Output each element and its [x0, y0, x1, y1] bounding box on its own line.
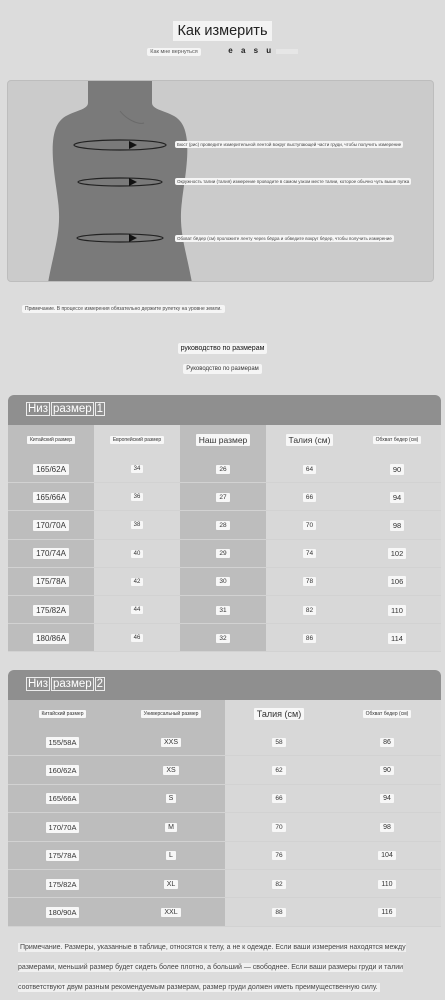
cell-value: 175/82A — [33, 605, 69, 616]
table-cell — [8, 870, 117, 898]
column-header-label: Европейский размер — [110, 436, 164, 444]
table-cell — [180, 568, 266, 596]
cell-value: 98 — [380, 823, 394, 832]
table-cell — [266, 540, 353, 568]
table-row — [8, 842, 441, 870]
table-cell — [225, 842, 333, 870]
column-header-label: Наш размер — [196, 434, 251, 446]
table-row — [8, 568, 441, 596]
cell-value: 86 — [380, 738, 394, 747]
table-cell — [353, 511, 441, 539]
cell-value: 106 — [388, 576, 407, 587]
table-2-header — [8, 670, 441, 700]
table-cell — [333, 728, 441, 756]
cell-value: 70 — [272, 823, 285, 832]
table-cell — [8, 813, 117, 841]
column-header-label: Обхват бедер (см) — [373, 436, 422, 444]
table-cell — [8, 624, 94, 652]
table-cell — [180, 511, 266, 539]
waist-callout: Окружность талии (талия) измерение проводите в самом узком месте талии, которое обычно чуть выше пупка — [177, 179, 410, 184]
table-cell — [353, 568, 441, 596]
back-link[interactable]: Как мне вернуться — [147, 48, 200, 56]
cell-value: 40 — [131, 550, 144, 558]
cell-value: 90 — [390, 464, 404, 475]
column-header — [8, 425, 94, 455]
table-cell — [333, 785, 441, 813]
cell-value: XL — [164, 880, 179, 889]
table-cell — [225, 813, 333, 841]
table-header-row — [8, 425, 441, 455]
cell-value: 38 — [131, 521, 144, 529]
table-row — [8, 870, 441, 898]
table-row — [8, 728, 441, 756]
table-row — [8, 898, 441, 926]
cell-value: 32 — [216, 634, 229, 643]
cell-value: 180/90A — [46, 907, 80, 918]
cell-value: 82 — [272, 880, 285, 889]
table-title-part: Низ — [28, 678, 49, 690]
table-row — [8, 511, 441, 539]
table-cell — [117, 756, 225, 784]
table-title-part: 1 — [96, 403, 104, 415]
table-cell — [266, 596, 353, 624]
table-title-part: размер — [53, 403, 92, 415]
cell-value: 155/58A — [46, 737, 80, 748]
table-cell — [266, 511, 353, 539]
cell-value: 102 — [388, 548, 407, 559]
table-cell — [8, 568, 94, 596]
cell-value: 28 — [216, 521, 229, 530]
cell-value: XXS — [161, 738, 181, 747]
sizing-note — [18, 938, 438, 998]
cell-value: 62 — [272, 766, 285, 775]
header-subline — [0, 46, 445, 56]
table-cell — [94, 540, 180, 568]
column-header-label: Китайский размер — [27, 436, 75, 444]
table-row — [8, 596, 441, 624]
sizing-note-text: Примечание. Размеры, указанные в таблице, относятся к телу, а не к одежде. Если ваши измерения находятся между размерами, меньший размер будет сидеть более плотно, а больший — свободнее. Если ваши размеры груди и талии соответствуют двум разным рекомендуемым размерам, размер груди должен иметь преимущественную силу. — [18, 944, 406, 991]
brand-logo: e a s u — [228, 46, 275, 55]
cell-value: 165/62A — [33, 464, 69, 475]
table-title-part: Низ — [28, 403, 49, 415]
column-header — [333, 700, 441, 728]
column-header — [225, 700, 333, 728]
cell-value: 66 — [303, 493, 316, 502]
table-cell — [333, 813, 441, 841]
column-header-label: Универсальный размер — [141, 710, 202, 718]
table-2-body — [8, 700, 441, 927]
cell-value: 110 — [388, 605, 406, 616]
page-title — [0, 22, 445, 40]
cell-value: 29 — [216, 549, 229, 558]
table-cell — [94, 483, 180, 511]
table-cell — [353, 540, 441, 568]
table-cell — [333, 756, 441, 784]
cell-value: S — [166, 794, 177, 803]
table-cell — [333, 898, 441, 926]
cell-value: 27 — [216, 493, 229, 502]
table-cell — [8, 728, 117, 756]
cell-value: 36 — [131, 493, 144, 501]
cell-value: 170/70A — [46, 822, 80, 833]
table-cell — [266, 568, 353, 596]
cell-value: 116 — [378, 908, 395, 917]
table-title-part: 2 — [96, 678, 104, 690]
table-cell — [8, 511, 94, 539]
table-cell — [117, 842, 225, 870]
table-row — [8, 540, 441, 568]
column-header — [94, 425, 180, 455]
table-cell — [94, 455, 180, 483]
cell-value: 86 — [303, 634, 316, 643]
table-row — [8, 624, 441, 652]
cell-value: 160/62A — [46, 765, 80, 776]
cell-value: 26 — [216, 465, 229, 474]
table-cell — [353, 624, 441, 652]
table-cell — [94, 568, 180, 596]
table-cell — [117, 870, 225, 898]
measurement-note: Примечание. В процессе измерения обязательно держите рулетку на уровне земли. — [22, 305, 225, 313]
measurement-panel — [7, 80, 434, 282]
table-cell — [8, 455, 94, 483]
page-title-text: Как измерить — [173, 21, 271, 41]
size-table-2 — [8, 670, 441, 927]
table-cell — [117, 898, 225, 926]
table-cell — [225, 898, 333, 926]
cell-value: 114 — [388, 633, 406, 644]
table-row — [8, 813, 441, 841]
cell-value: 175/82A — [46, 879, 80, 890]
cell-value: XS — [163, 766, 178, 775]
table-cell — [8, 898, 117, 926]
table-row — [8, 483, 441, 511]
table-cell — [8, 596, 94, 624]
cell-value: 74 — [303, 549, 316, 558]
size-guide-title — [0, 343, 445, 354]
cell-value: 46 — [131, 634, 144, 642]
table-cell — [266, 455, 353, 483]
row-divider — [8, 651, 441, 652]
table-1-header — [8, 395, 441, 425]
table-cell — [8, 756, 117, 784]
column-header — [8, 700, 117, 728]
table-1-body — [8, 425, 441, 652]
table-cell — [117, 728, 225, 756]
table-cell — [225, 870, 333, 898]
cell-value: 34 — [131, 465, 144, 473]
cell-value: 88 — [272, 908, 285, 917]
table-cell — [266, 483, 353, 511]
cell-value: 165/66A — [33, 492, 69, 503]
table-cell — [8, 842, 117, 870]
table-row — [8, 785, 441, 813]
column-header — [266, 425, 353, 455]
table-cell — [180, 624, 266, 652]
table-cell — [180, 483, 266, 511]
hip-callout: Обхват бёдер (см) проложите ленту через бёдра и обведите вокруг бёдер, чтобы получить измерение — [177, 236, 392, 241]
table-title-part: размер — [53, 678, 92, 690]
cell-value: 165/66A — [46, 793, 80, 804]
cell-value: 94 — [380, 794, 394, 803]
cell-value: 110 — [378, 880, 395, 889]
cell-value: 104 — [378, 851, 396, 860]
cell-value: 64 — [303, 465, 316, 474]
table-cell — [94, 511, 180, 539]
table-cell — [94, 596, 180, 624]
size-guide-subtitle — [0, 364, 445, 374]
cell-value: 90 — [380, 766, 394, 775]
table-cell — [8, 483, 94, 511]
column-header — [117, 700, 225, 728]
table-cell — [180, 540, 266, 568]
cell-value: 70 — [303, 521, 316, 530]
column-header — [180, 425, 266, 455]
table-cell — [180, 455, 266, 483]
cell-value: 82 — [303, 606, 316, 615]
table-row — [8, 756, 441, 784]
cell-value: 58 — [272, 738, 285, 747]
cell-value: M — [165, 823, 177, 832]
column-header-label: Талия (см) — [254, 708, 304, 720]
table-cell — [94, 624, 180, 652]
table-cell — [225, 785, 333, 813]
table-1-title — [26, 402, 106, 416]
cell-value: 170/74A — [33, 548, 69, 559]
size-table-1 — [8, 395, 441, 652]
column-header-label: Обхват бедер (см) — [363, 710, 412, 718]
table-cell — [117, 813, 225, 841]
table-cell — [117, 785, 225, 813]
cell-value: 98 — [390, 520, 404, 531]
table-header-row — [8, 700, 441, 728]
table-cell — [225, 728, 333, 756]
column-header — [353, 425, 441, 455]
table-cell — [225, 756, 333, 784]
table-cell — [266, 624, 353, 652]
table-cell — [353, 596, 441, 624]
cell-value: 31 — [216, 606, 229, 615]
table-cell — [353, 455, 441, 483]
cell-value: 42 — [131, 578, 144, 586]
cell-value: 76 — [272, 851, 285, 860]
cell-value: 175/78A — [33, 576, 69, 587]
cell-value: 78 — [303, 577, 316, 586]
table-row — [8, 455, 441, 483]
cell-value: 175/78A — [46, 850, 80, 861]
cell-value: 180/86A — [33, 633, 69, 644]
size-guide-subtitle-text: Руководство по размерам — [183, 364, 262, 374]
cell-value: 170/70A — [33, 520, 69, 531]
table-cell — [353, 483, 441, 511]
bust-callout: Бюст (рис) проведите измерительной лентой вокруг выступающей части груди, чтобы получить измерение — [177, 142, 402, 147]
row-divider — [8, 926, 441, 927]
size-guide-title-text: руководство по размерам — [178, 343, 268, 354]
cell-value: XXL — [161, 908, 180, 917]
table-2-title — [26, 677, 106, 691]
table-cell — [333, 842, 441, 870]
cell-value: 66 — [272, 794, 285, 803]
cell-value: 44 — [131, 606, 144, 614]
table-cell — [333, 870, 441, 898]
cell-value: L — [166, 851, 176, 860]
cell-value: 30 — [216, 577, 229, 586]
cell-value: 94 — [390, 492, 404, 503]
column-header-label: Талия (см) — [286, 434, 334, 446]
brand-underline — [276, 49, 298, 54]
column-header-label: Китайский размер — [39, 710, 87, 718]
table-cell — [180, 596, 266, 624]
table-cell — [8, 785, 117, 813]
table-cell — [8, 540, 94, 568]
